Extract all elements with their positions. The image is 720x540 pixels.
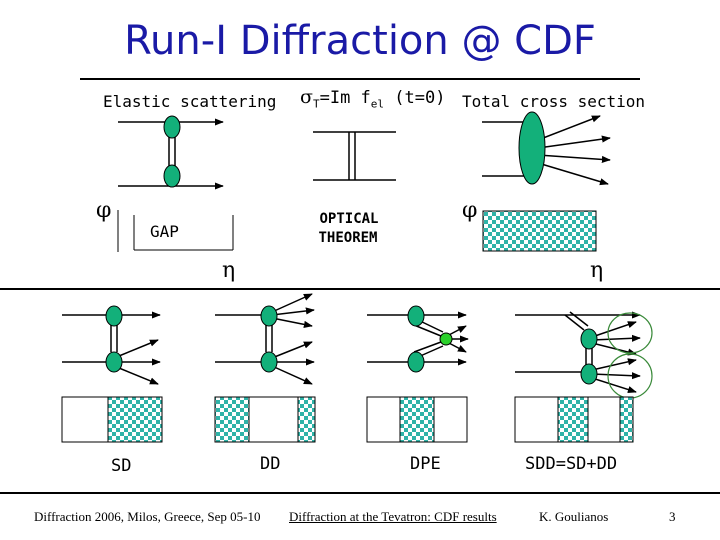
sigma-symbol: σ <box>300 86 313 108</box>
proton-vertex-top <box>164 116 180 138</box>
sigma-mid: =Im f <box>319 88 371 108</box>
sigma-formula <box>300 86 445 110</box>
total-cross-section-label: Total cross section <box>462 92 646 111</box>
sigma-sub-t: T <box>312 97 320 111</box>
phi-left: φ <box>96 198 112 223</box>
footer-conference: Diffraction 2006, Milos, Greece, Sep 05-10 <box>34 509 261 524</box>
sd-diagram <box>62 306 162 442</box>
sdd-diagram <box>515 312 652 442</box>
proton-vertex-bottom <box>164 165 180 187</box>
sdd-circle-top <box>608 313 652 353</box>
optical-theorem-line2: THEOREM <box>318 230 378 246</box>
process-label-sd: SD <box>111 456 132 476</box>
process-label-sdd: SDD=SD+DD <box>525 454 618 474</box>
process-label-dd: DD <box>260 454 281 474</box>
central-production-dot <box>440 333 452 345</box>
total-checker-box <box>483 211 596 251</box>
footer-talk-title-link[interactable]: Diffraction at the Tevatron: CDF results <box>289 509 497 524</box>
pomeron-exchange-diagram <box>313 132 396 180</box>
elastic-scattering-diagram <box>118 116 223 187</box>
dpe-diagram <box>367 306 468 442</box>
total-blob <box>519 112 545 184</box>
phi-right: φ <box>462 198 478 223</box>
dd-diagram <box>215 294 315 442</box>
gap-label: GAP <box>150 222 179 241</box>
sigma-tail: (t=0) <box>384 88 446 108</box>
footer-page-number: 3 <box>669 509 676 524</box>
optical-theorem-line1: OPTICAL <box>319 211 379 227</box>
eta-left: η <box>222 258 236 283</box>
sigma-sub-el: el <box>370 97 385 111</box>
total-cross-section-diagram <box>482 112 610 184</box>
footer-author: K. Goulianos <box>539 509 609 524</box>
slide-title: Run-I Diffraction @ CDF <box>124 18 596 64</box>
eta-right: η <box>590 258 604 283</box>
process-label-dpe: DPE <box>410 454 441 474</box>
elastic-scattering-label: Elastic scattering <box>103 92 277 111</box>
